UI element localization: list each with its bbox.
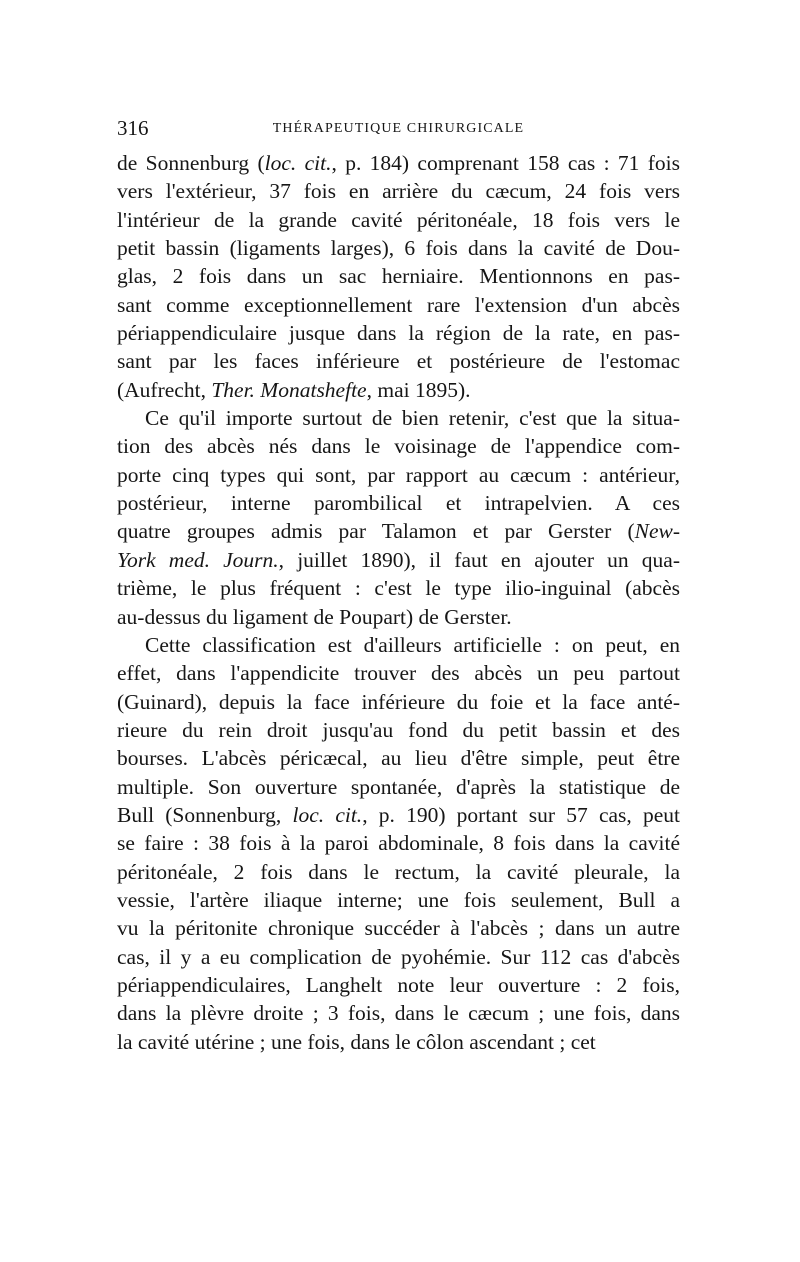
body-text xyxy=(117,149,680,1056)
text-line: péritonéale, 2 fois dans le rectum, la cavité pleurale, la xyxy=(117,859,680,884)
text-line: quatre groupes admis par Talamon et par Gerster (New- xyxy=(117,519,680,544)
page-number: 316 xyxy=(117,116,149,140)
text-line: périappendiculaires, Langhelt note leur ouverture : 2 fois, xyxy=(117,972,680,997)
text-line: (Aufrecht, Ther. Monatshefte, mai 1895). xyxy=(117,377,471,402)
text-line: Ce qu'il importe surtout de bien retenir, c'est que la situa- xyxy=(145,406,680,431)
text-line: effet, dans l'appendicite trouver des abcès un peu partout xyxy=(117,661,680,686)
text-line: petit bassin (ligaments larges), 6 fois dans la cavité de Dou- xyxy=(117,236,680,261)
text-line: bourses. L'abcès péricæcal, au lieu d'être simple, peut être xyxy=(117,746,680,771)
text-line: porte cinq types qui sont, par rapport au cæcum : antérieur, xyxy=(117,462,680,487)
text-line: Bull (Sonnenburg, loc. cit., p. 190) portant sur 57 cas, peut xyxy=(117,802,680,827)
text-line: vessie, l'artère iliaque interne; une fois seulement, Bull a xyxy=(117,887,680,912)
text-line: l'intérieur de la grande cavité péritonéale, 18 fois vers le xyxy=(117,207,680,232)
text-line: se faire : 38 fois à la paroi abdominale, 8 fois dans la cavité xyxy=(117,831,680,856)
text-line: glas, 2 fois dans un sac herniaire. Mentionnons en pas- xyxy=(117,264,680,289)
text-line: cas, il y a eu complication de pyohémie. Sur 112 cas d'abcès xyxy=(117,944,680,969)
text-line: périappendiculaire jusque dans la région de la rate, en pas- xyxy=(117,321,680,346)
text-line: sant comme exceptionnellement rare l'extension d'un abcès xyxy=(117,292,680,317)
text-line: rieure du rein droit jusqu'au fond du petit bassin et des xyxy=(117,717,680,742)
text-line: la cavité utérine ; une fois, dans le côlon ascendant ; cet xyxy=(117,1029,596,1054)
text-line: Cette classification est d'ailleurs artificielle : on peut, en xyxy=(145,632,680,657)
page-header xyxy=(117,116,680,140)
text-line: au-dessus du ligament de Poupart) de Gerster. xyxy=(117,604,512,629)
text-line: tion des abcès nés dans le voisinage de l'appendice com- xyxy=(117,434,680,459)
text-line: sant par les faces inférieure et postérieure de l'estomac xyxy=(117,349,680,374)
text-line: (Guinard), depuis la face inférieure du foie et la face anté- xyxy=(117,689,680,714)
text-line: de Sonnenburg (loc. cit., p. 184) comprenant 158 cas : 71 fois xyxy=(117,151,680,175)
text-line: postérieur, interne parombilical et intrapelvien. A ces xyxy=(117,491,680,516)
text-line: York med. Journ., juillet 1890), il faut en ajouter un qua- xyxy=(117,547,680,572)
text-line: vers l'extérieur, 37 fois en arrière du cæcum, 24 fois vers xyxy=(117,179,680,204)
text-line: vu la péritonite chronique succéder à l'abcès ; dans un autre xyxy=(117,916,680,941)
text-line: multiple. Son ouverture spontanée, d'après la statistique de xyxy=(117,774,680,799)
running-title: THÉRAPEUTIQUE CHIRURGICALE xyxy=(272,121,525,136)
text-line: dans la plèvre droite ; 3 fois, dans le cæcum ; une fois, dans xyxy=(117,1001,680,1026)
text-line: trième, le plus fréquent : c'est le type ilio-inguinal (abcès xyxy=(117,576,680,601)
